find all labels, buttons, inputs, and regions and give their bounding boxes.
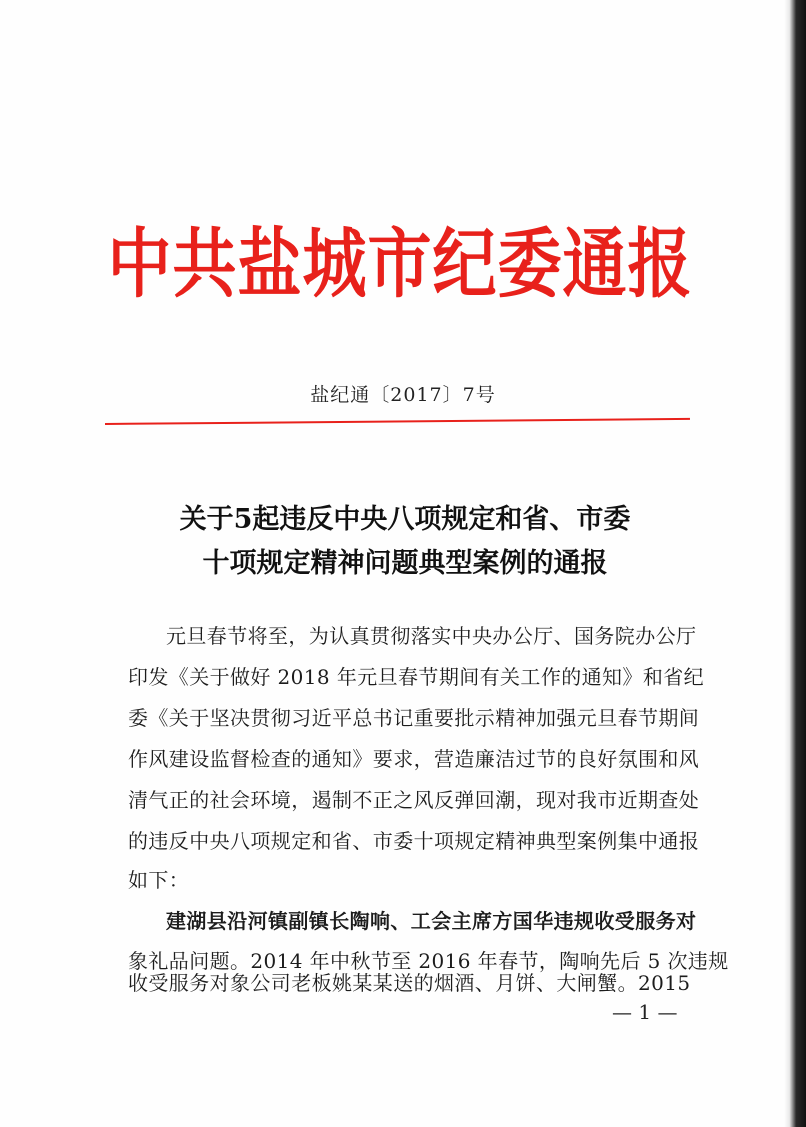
body-line: 清气正的社会环境，遏制不正之风反弹回潮，现对我市近期查处 [128,788,700,812]
body-line: 印发《关于做好 2018 年元旦春节期间有关工作的通知》和省纪 [128,665,705,689]
case-line: 建湖县沿河镇副镇长陶响、工会主席方国华违规收受服务对 [166,909,697,933]
body-line: 如下： [128,868,190,892]
body-line: 作风建设监督检查的通知》要求，营造廉洁过节的良好氛围和风 [128,747,700,771]
masthead-title: 中共盐城市纪委通报 [107,220,693,309]
document-number: 盐纪通〔2017〕7号 [310,384,496,406]
notice-title-line-2: 十项规定精神问题典型案例的通报 [202,548,608,579]
body-line: 委《关于坚决贯彻习近平总书记重要批示精神加强元旦春节期间 [128,706,700,730]
notice-title-line-1: 关于5起违反中央八项规定和省、市委 [179,504,631,535]
case-line: 象礼品问题。2014 年中秋节至 2016 年春节，陶响先后 5 次违规 [128,949,729,973]
scan-edge-shadow [784,0,806,1127]
body-line: 的违反中央八项规定和省、市委十项规定精神典型案例集中通报 [128,829,700,853]
case-line: 收受服务对象公司老板姚某某送的烟酒、月饼、大闸蟹。2015 [128,971,691,995]
red-separator-line [105,418,690,425]
page-number: — 1 — [612,1000,678,1024]
body-line: 元旦春节将至，为认真贯彻落实中央办公厅、国务院办公厅 [166,624,697,648]
